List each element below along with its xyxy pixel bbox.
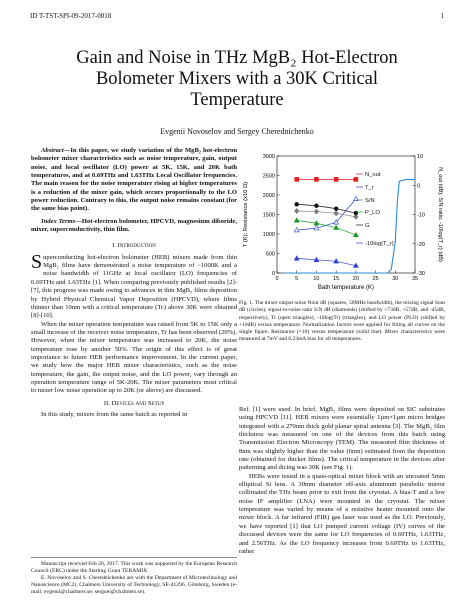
left-column [31, 147, 237, 419]
y-tick-label: 500 [265, 251, 275, 258]
right-column [239, 406, 445, 556]
legend-label: N_out [365, 172, 381, 178]
x-tick-label: 15 [333, 276, 340, 282]
series-line-10logtr [297, 258, 356, 265]
y-right-axis-label: N_out (dB); S/N ratio, -10log(T_r) (dB) [437, 167, 443, 262]
title-line-1: Gain and Noise in THz MgB₂ Hot-Electron [76, 48, 398, 68]
header-id: ID T-TST-SPI-09-2017-0018 [30, 12, 112, 20]
x-tick-label: 5 [295, 276, 299, 282]
data-point-10logtr [294, 256, 299, 260]
data-point-nout [314, 177, 318, 181]
index-terms [31, 218, 237, 235]
paper-title [40, 48, 434, 111]
y-right-tick-label: -10 [417, 212, 425, 219]
y-right-tick-label: -30 [417, 271, 425, 277]
index-terms-text: Hot-electron bolometer, HPCVD, magnesium diboride, mixer, superconductivity, thin film. [31, 217, 237, 234]
data-point-g [334, 207, 338, 211]
footnote-line-2: E. Novoselov and S. Cherednichenko are with the Department of Microtechnology and Nanoscience (MC2), Chalmers University of Technology, SE-41296, Göteborg, Sweden (e-mail: evgenii@chalmers.se; serguei@chalmers.se). [31, 575, 237, 595]
y-tick-label: 1500 [262, 212, 275, 219]
legend-label: -10log(T_r) [365, 241, 394, 247]
figure-caption: Fig. 1. The mixer output noise Nout dB (squares, 50MHz bandwidth), the mixing signal Sout dB (circles), signal-to-noise ratio S/N dB (diamonds) (shifted by +73dB, +57dB, and -45dB, respectively), Tr (open triangles), -10log(Tr) (triangles), and LO power (PLO) (shifted by +10dB) versus temperature. Normalization factors were applied for fitting all curves on the single figure. Resistance (×10) versus temperature (solid line). Mixer characteristics were measured at 7mV and 0.23mA bias for all temperatures. [239, 300, 445, 343]
x-tick-label: 20 [352, 276, 359, 282]
y-tick-label: 1000 [262, 232, 275, 238]
series-line-sn [297, 211, 356, 217]
right-paragraph-1: Ref. [1] were used. In brief, MgB₂ films were deposited on SiC substrates using HPCVD [11]. HEB mixers were essentially 1µm×1µm micro bridges integrated with a 270nm thick gold planar spiral antenna [3]. The MgB₂ film thickness was measured on one of the devices from this batch using Transmission Electron Microscopy (TEM). The measured film thickness of 8nm was slightly higher than the value (6nm) estimated from the deposition rate (obtained for thicker films). The critical temperature in the devices after patterning and dicing was 30K (see Fig. 1). [239, 406, 445, 472]
x-tick-label: 35 [411, 276, 419, 282]
y-right-tick-label: 10 [417, 154, 424, 160]
index-terms-label: Index Terms— [41, 217, 82, 225]
figure-1 [239, 148, 445, 298]
legend-label: P_LO [365, 210, 380, 216]
data-point-nout [295, 177, 299, 181]
legend-label: T_r [365, 185, 374, 191]
series-line-g [297, 204, 356, 213]
abstract-text: In this paper, we study variation of the MgB₂ hot-electron bolometer mixer characteristics such as noise temperature, gain, output noise, and local oscillator (LO) power at 5K, 15K, and 20K bath temperatures, and at 0.69THz and 1.63THz Local Oscillator frequencies. The main reason for the noise temperature rising at higher temperatures is a reduction of the mixer gain, which occurs proportionally to the LO power reduction. Contrary to this, the output noise remains constant (for the same bias point). [31, 147, 237, 213]
y-right-tick-label: -20 [417, 241, 425, 248]
data-point-sn [334, 211, 338, 216]
data-point-plo [294, 218, 299, 222]
footnote [31, 557, 237, 596]
intro-text: uperconducting hot-electron bolometer (HEB) mixers made from thin MgB₂ films have demonstrated a noise temperature of ~1000K and a noise bandwidth of 11GHz at local oscillator (LO) frequencies of 0.69THz and 1.63THz [1]. When comparing previously published results [2]-[7], this progress was made owing to advances in thin MgB₂ films deposition by Hybrid Physical Chemical Vapor Deposition (HPCVD), where films thinner than 10nm with a critical temperature (Tc) above 30K were obtained [8]-[10]. [31, 253, 237, 320]
y-axis-label: T (K); Resistance (x10 Ω) [243, 181, 249, 248]
intro-paragraph [31, 250, 237, 321]
title-line-2: Bolometer Mixers with a 30K Critical [95, 69, 379, 89]
series-line-plo [297, 220, 356, 235]
right-paragraph-2: HEBs were tested in a quasi-optical mixer block with an uncoated 5mm elliptical Si lens. A 30mm diameter off-axis aluminum parabolic mirror collimated the THz beam prior to exit from the cryostat. A bias-T and a low noise IF amplifier (LNA) were mounted in the cryostat. The mixer temperature was varied by means of a resistive heater mounted onto the mixer block. A far infrared (FIR) gas laser was used as the LO. Previously, we have reported [1] that LO pumped current voltage (IV) curves of the discussed devices were the same for LO frequencies of 0.69THz, 1.63THz, and 2.56THz. As the LO frequency increases from 0.69THz to 1.63THz, rather [239, 472, 445, 555]
x-tick-label: 10 [313, 276, 320, 282]
data-point-nout [334, 177, 338, 181]
abstract [31, 147, 237, 214]
plot-frame [277, 156, 415, 273]
page-number: 1 [440, 12, 444, 20]
title-line-3: Temperature [190, 90, 284, 110]
x-tick-label: 30 [392, 276, 399, 282]
data-point-sn [314, 209, 318, 214]
drop-cap: S [31, 250, 43, 273]
y-tick-label: 2000 [262, 193, 275, 199]
x-tick-label: 25 [372, 276, 379, 282]
y-tick-label: 3000 [262, 154, 275, 160]
chart-svg [239, 148, 445, 298]
y-tick-label: 0 [271, 271, 275, 277]
data-point-g [315, 204, 319, 208]
x-axis-label: Bath temperature (K) [317, 285, 375, 291]
section-heading-intro: I. Introduction [112, 242, 156, 250]
data-point-g [295, 202, 299, 206]
legend-label: G [365, 223, 370, 229]
abstract-label: Abstract— [41, 147, 71, 154]
data-point-sn [295, 208, 299, 213]
y-tick-label: 2500 [262, 173, 275, 180]
running-header [30, 12, 444, 20]
x-tick-label: 0 [275, 276, 279, 282]
y-right-tick-label: 0 [417, 183, 421, 190]
legend-label: S/N [365, 198, 375, 204]
data-point-nout [354, 177, 358, 181]
footnote-line-1: Manuscript received Feb 20, 2017. This work was supported by the European Research Council (ERC) under the Starting Grant TERAMIX. [31, 561, 237, 574]
intro-paragraph-2: When the mixer operation temperature was raised from 5K to 15K only a small increase of the receiver noise temperature, Tr has been observed (20%). However, when the mixer temperature was increased to 20K, the noise temperature rose by another 50%. The origin of this effect is of great importance to future HEB performance improvement. In the current paper, we study how the major HEB mixer characteristics, such as the noise temperature, the gain, the output noise, and the LO power, vary through an operation temperature range of 5K-20K. The mixer parameters most critical to mixer low noise operation up to 20K (or above) are discussed. [31, 320, 237, 395]
section-heading-devices: II. Devices and Setup [103, 399, 165, 407]
setup-text: In this study, mixers from the same batch as reported in [41, 410, 188, 418]
authors: Evgenii Novoselov and Sergey Cherednichenko [160, 127, 314, 136]
